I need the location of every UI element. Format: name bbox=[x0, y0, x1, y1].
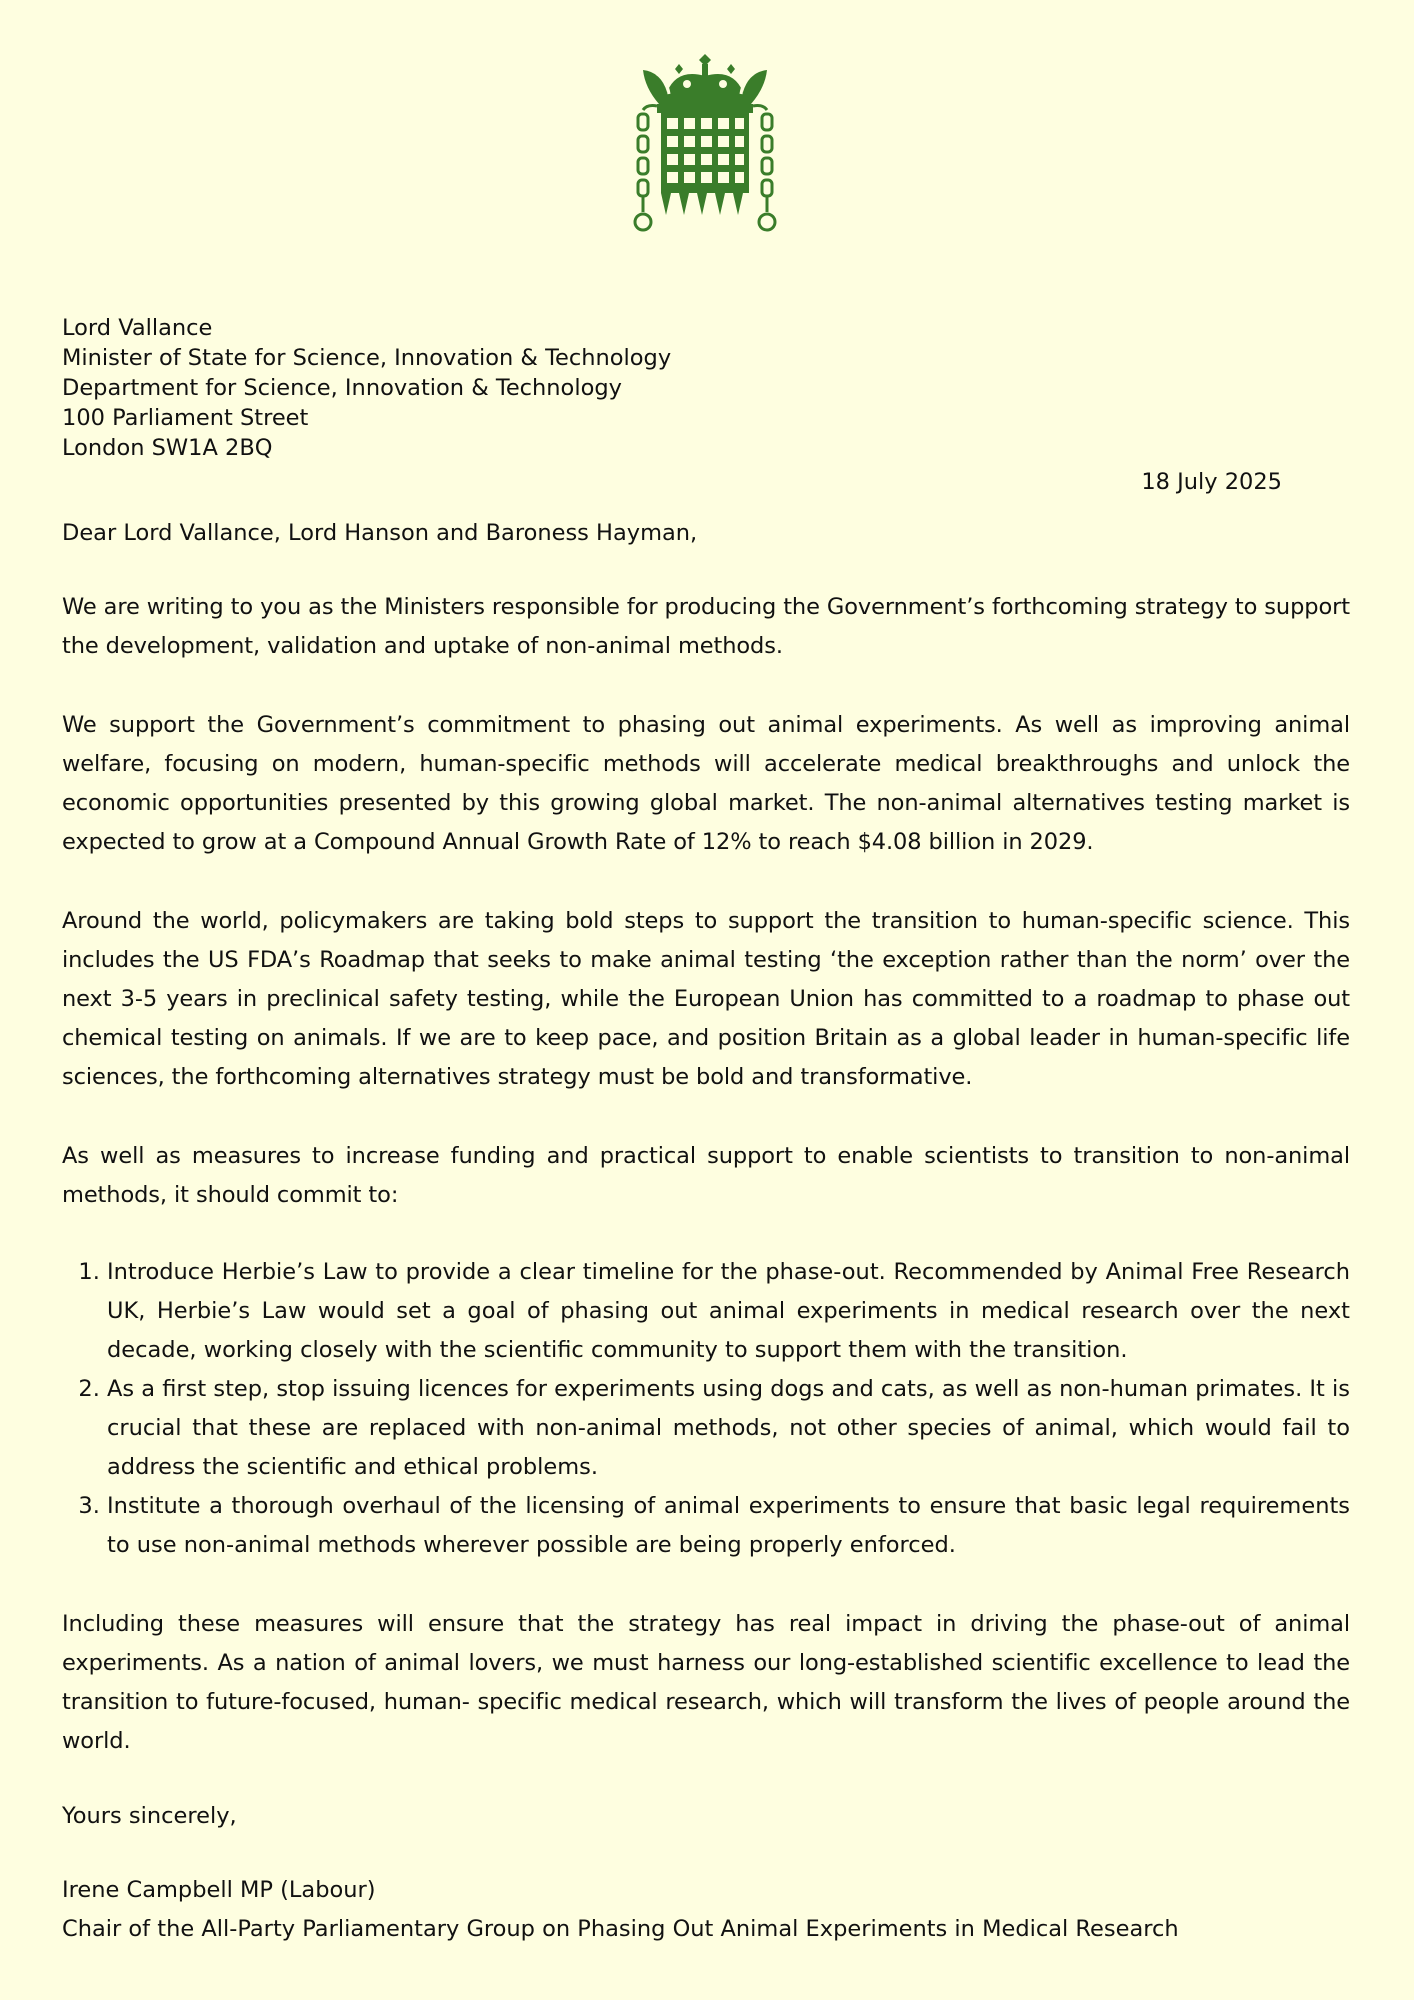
recipient-address bbox=[62, 313, 671, 463]
paragraph-commitment: We support the Government’s commitment to phasing out animal experiments. As well as improving animal welfare, focusing on modern, human-specific methods will accelerate medical breakthroughs and unlock the economic opportunities presented by this growing global market. The non-animal alternatives testing market is expected to grow at a Compound Annual Growth Rate of 12% to reach $4.08 billion in 2029. bbox=[62, 712, 1350, 855]
recipient-street: 100 Parliament Street bbox=[62, 405, 309, 431]
recipient-department: Department for Science, Innovation & Technology bbox=[62, 375, 622, 401]
list-item: 3. Institute a thorough overhaul of the licensing of animal experiments to ensure that basic legal requirements to use non-animal methods wherever possible are being properly enforced. bbox=[107, 1487, 1350, 1565]
list-item: 1. Introduce Herbie’s Law to provide a clear timeline for the phase-out. Recommended by Animal Free Research UK, Herbie’s Law would set a goal of phasing out animal experiments in medical research over the next decade, working closely with the scientific community to support them with the transition. bbox=[107, 1253, 1350, 1370]
recipient-title: Minister of State for Science, Innovation & Technology bbox=[62, 345, 672, 371]
letter-body bbox=[62, 518, 1350, 1949]
recipient-name: Lord Vallance bbox=[62, 315, 213, 341]
paragraph-conclusion: Including these measures will ensure that the strategy has real impact in driving the phase-out of animal experiments. As a nation of animal lovers, we must harness our long-established scientific excellence to lead the transition to future-focused, human- specific medical research, which will transform the lives of people around the world. bbox=[62, 1611, 1350, 1754]
list-item: 2. As a first step, stop issuing licences for experiments using dogs and cats, as well as non-human primates. It is crucial that these are replaced with non-animal methods, not other species of animal, which would fail to address the scientific and ethical problems. bbox=[107, 1370, 1350, 1487]
asks-list bbox=[62, 1253, 1350, 1565]
recipient-city-postcode: London SW1A 2BQ bbox=[62, 435, 273, 461]
signatory-title: Chair of the All-Party Parliamentary Group on Phasing Out Animal Experiments in Medical Research bbox=[62, 1916, 1179, 1942]
letter-date: 18 July 2025 bbox=[1141, 469, 1282, 495]
signatory-name: Irene Campbell MP (Labour) bbox=[62, 1877, 376, 1903]
closing: Yours sincerely, bbox=[62, 1803, 237, 1829]
paragraph-intro: We are writing to you as the Ministers responsible for producing the Government’s forthcoming strategy to support the development, validation and uptake of non-animal methods. bbox=[62, 594, 1350, 659]
salutation: Dear Lord Vallance, Lord Hanson and Baroness Hayman, bbox=[62, 520, 698, 546]
paragraph-measures: As well as measures to increase funding and practical support to enable scientists to transition to non-animal methods, it should commit to: bbox=[62, 1143, 1350, 1208]
paragraph-world: Around the world, policymakers are taking bold steps to support the transition to human-specific science. This includes the US FDA’s Roadmap that seeks to make animal testing ‘the exception rather than the norm’ over the next 3-5 years in preclinical safety testing, while the European Union has committed to a roadmap to phase out chemical testing on animals. If we are to keep pace, and position Britain as a global leader in human-specific life sciences, the forthcoming alternatives strategy must be bold and transformative. bbox=[62, 908, 1350, 1090]
portcullis-emblem-icon bbox=[629, 50, 781, 238]
